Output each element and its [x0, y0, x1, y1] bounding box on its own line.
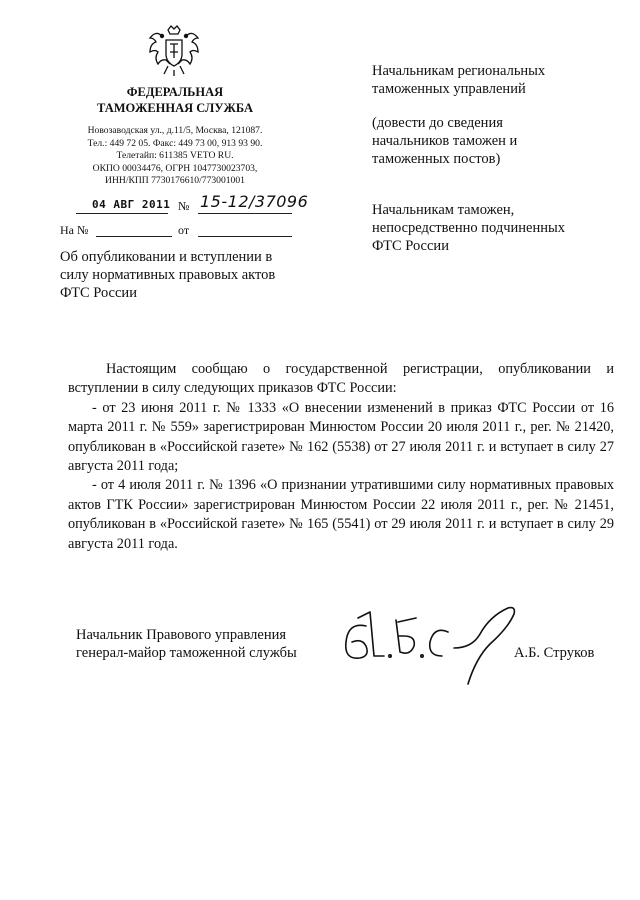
date-underline — [76, 213, 168, 214]
contact-line: Телетайп: 611385 VETO RU. — [116, 150, 234, 162]
agency-name-line: ФЕДЕРАЛЬНАЯ — [126, 85, 224, 99]
signatory-title-line: Начальник Правового управления — [76, 627, 287, 643]
addressee-line: Начальникам региональных — [372, 63, 546, 79]
number-underline — [198, 213, 292, 214]
body-item: - от 23 июня 2011 г. № 1333 «О внесении изменений в приказ ФТС России от 16 марта 2011 г. № 559» зарегистрирован Минюстом России 20 июля 2011 г., рег. № 21420, опубликован в «Российской газете» № 162 (5538) от 27 июля 2011 г. и вступает в силу 27 августа 2011 года; — [68, 399, 614, 475]
addressee-regional — [372, 62, 545, 98]
signatory-title-line: генерал-майор таможенной службы — [76, 645, 297, 661]
contact-line: Тел.: 449 72 05. Факс: 449 73 00, 913 93 90. — [87, 137, 263, 149]
addressee-line: таможенных постов) — [372, 151, 501, 167]
subject-line: ФТС России — [60, 285, 137, 301]
subject-line: Об опубликовании и вступлении в — [60, 249, 273, 265]
contact-line: ОКПО 00034476, ОГРН 1047730023703, — [92, 162, 258, 174]
addressee-line: начальников таможен и — [372, 133, 518, 149]
agency-name — [60, 84, 290, 116]
agency-contacts — [60, 125, 290, 188]
from-label: от — [178, 223, 190, 237]
letter-subject — [60, 248, 310, 302]
addressee-note — [372, 114, 517, 168]
from-underline — [198, 236, 292, 237]
handwritten-signature — [336, 598, 536, 694]
addressee-line: Начальникам таможен, — [372, 202, 515, 218]
addressee-line: таможенных управлений — [372, 81, 526, 97]
letter-body — [68, 360, 614, 554]
addressee-line: (довести до сведения — [372, 115, 503, 131]
addressee-customs — [372, 201, 565, 255]
signatory-name: А.Б. Струков — [514, 645, 595, 661]
on-number-underline — [96, 236, 172, 237]
addressee-line: непосредственно подчиненных — [372, 220, 565, 236]
double-headed-eagle-icon — [148, 24, 200, 78]
contact-line: Новозаводская ул., д.11/5, Москва, 121087. — [87, 125, 263, 136]
date-stamp: 04 АВГ 2011 — [92, 198, 171, 211]
subject-line: силу нормативных правовых актов — [60, 267, 276, 283]
on-number-label: На № — [60, 223, 89, 237]
body-intro: Настоящим сообщаю о государственной регистрации, опубликовании и вступлении в силу следующих приказов ФТС России: — [68, 361, 614, 397]
body-item: - от 4 июля 2011 г. № 1396 «О признании утратившими силу нормативных правовых актов ГТК России» зарегистрирован Минюстом России 22 июля 2011 г., рег. № 21451, опубликован в «Российской газете» № 165 (5541) от 29 июля 2011 г. и вступает в силу 29 августа 2011 года. — [68, 477, 614, 552]
addressee-line: ФТС России — [372, 238, 449, 254]
number-sign: № — [178, 199, 190, 213]
contact-line: ИНН/КПП 7730176610/773001001 — [105, 175, 245, 187]
agency-name-line: ТАМОЖЕННАЯ СЛУЖБА — [97, 101, 253, 115]
signatory-title — [76, 626, 297, 662]
outgoing-number: 15-12/37096 — [200, 192, 309, 211]
